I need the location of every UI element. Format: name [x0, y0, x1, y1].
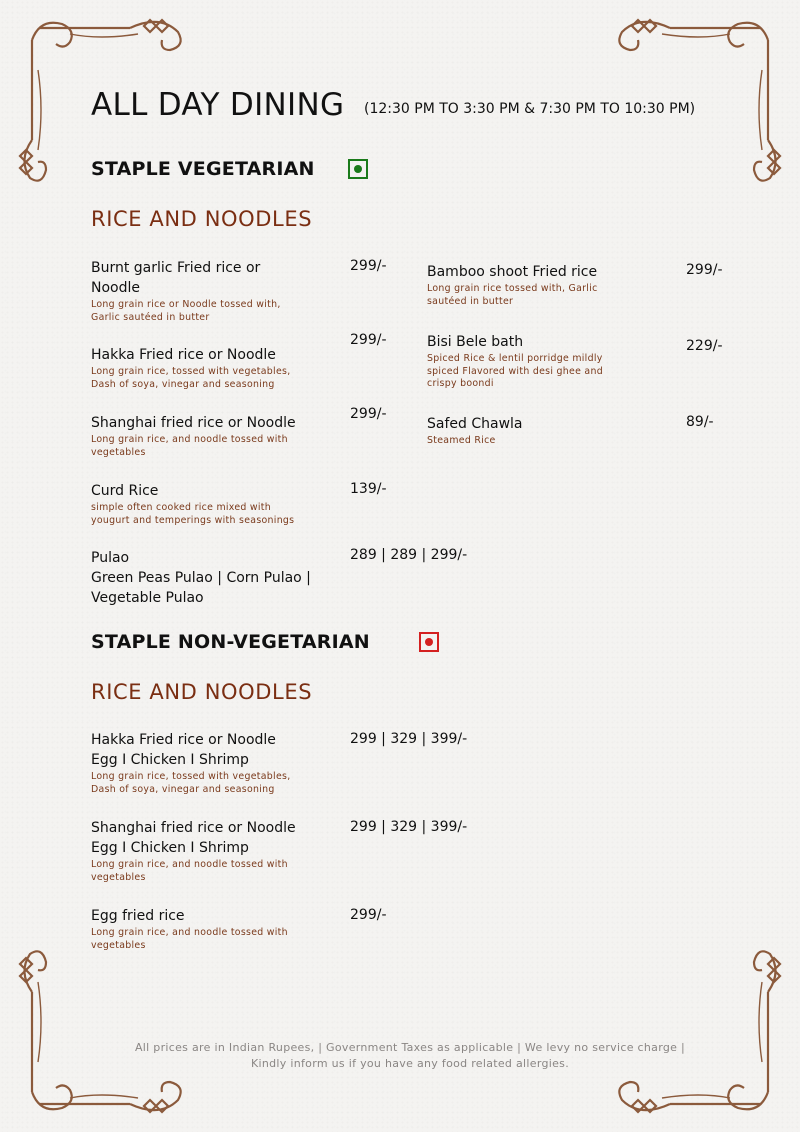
menu-item: [91, 258, 331, 324]
item-price: 299/-: [686, 262, 723, 278]
item-description: Long grain rice, and noodle tossed with vegetables: [91, 434, 288, 458]
item-name: Shanghai fried rice or Noodle: [91, 415, 296, 431]
item-price: 299/-: [350, 907, 387, 923]
veg-section-heading: STAPLE VEGETARIAN: [91, 158, 315, 180]
item-price: 299/-: [350, 258, 387, 274]
item-description: Steamed Rice: [427, 435, 496, 446]
menu-item: [91, 345, 331, 391]
nonveg-section-heading: STAPLE NON-VEGETARIAN: [91, 631, 370, 653]
item-name: Burnt garlic Fried rice or Noodle: [91, 260, 261, 296]
item-price: 229/-: [686, 338, 723, 354]
menu-item: [91, 730, 331, 796]
veg-subheading: RICE AND NOODLES: [91, 207, 313, 231]
menu-item: [91, 548, 331, 608]
item-price: 299 | 329 | 399/-: [350, 731, 468, 747]
corner-ornament-bottom-left: [10, 932, 190, 1122]
item-name: Safed Chawla: [427, 416, 523, 432]
footer-note: [100, 1040, 720, 1072]
item-name: Egg fried rice: [91, 908, 185, 924]
menu-item: [427, 332, 657, 391]
veg-marker-icon: [348, 159, 368, 179]
menu-item: [91, 481, 331, 527]
menu-item: [427, 262, 657, 308]
item-description: Spiced Rice & lentil porridge mildly spiced Flavored with desi ghee and crispy boondi: [427, 353, 603, 389]
page-title: ALL DAY DINING: [91, 87, 345, 123]
item-name: Hakka Fried rice or Noodle: [91, 347, 276, 363]
item-name: Hakka Fried rice or Noodle Egg I Chicken I Shrimp: [91, 732, 276, 768]
item-name: Bamboo shoot Fried rice: [427, 264, 598, 280]
item-price: 299/-: [350, 332, 387, 348]
menu-item: [427, 414, 657, 448]
item-name: Pulao Green Peas Pulao | Corn Pulao | Vegetable Pulao: [91, 550, 311, 606]
item-name: Bisi Bele bath: [427, 334, 524, 350]
menu-item: [91, 906, 331, 952]
item-price: 289 | 289 | 299/-: [350, 547, 468, 563]
item-price: 299/-: [350, 406, 387, 422]
item-description: Long grain rice or Noodle tossed with, Garlic sautéed in butter: [91, 299, 281, 323]
footer-line-2: Kindly inform us if you have any food related allergies.: [251, 1057, 569, 1070]
corner-ornament-bottom-right: [610, 932, 790, 1122]
item-description: simple often cooked rice mixed with yougurt and temperings with seasonings: [91, 502, 295, 526]
item-price: 139/-: [350, 481, 387, 497]
footer-line-1: All prices are in Indian Rupees, | Government Taxes as applicable | We levy no service charge |: [134, 1041, 686, 1054]
item-description: Long grain rice, tossed with vegetables, Dash of soya, vinegar and seasoning: [91, 366, 291, 390]
item-description: Long grain rice tossed with, Garlic sautéed in butter: [427, 283, 598, 307]
menu-item: [91, 818, 331, 884]
item-description: Long grain rice, and noodle tossed with vegetables: [91, 859, 288, 883]
dining-hours: (12:30 PM TO 3:30 PM & 7:30 PM TO 10:30 PM): [364, 101, 696, 117]
item-price: 89/-: [686, 414, 714, 430]
item-description: Long grain rice, tossed with vegetables, Dash of soya, vinegar and seasoning: [91, 771, 291, 795]
item-name: Curd Rice: [91, 483, 159, 499]
menu-item: [91, 413, 331, 459]
nonveg-marker-icon: [419, 632, 439, 652]
item-description: Long grain rice, and noodle tossed with vegetables: [91, 927, 288, 951]
nonveg-subheading: RICE AND NOODLES: [91, 680, 313, 704]
item-price: 299 | 329 | 399/-: [350, 819, 468, 835]
item-name: Shanghai fried rice or Noodle Egg I Chicken I Shrimp: [91, 820, 296, 856]
